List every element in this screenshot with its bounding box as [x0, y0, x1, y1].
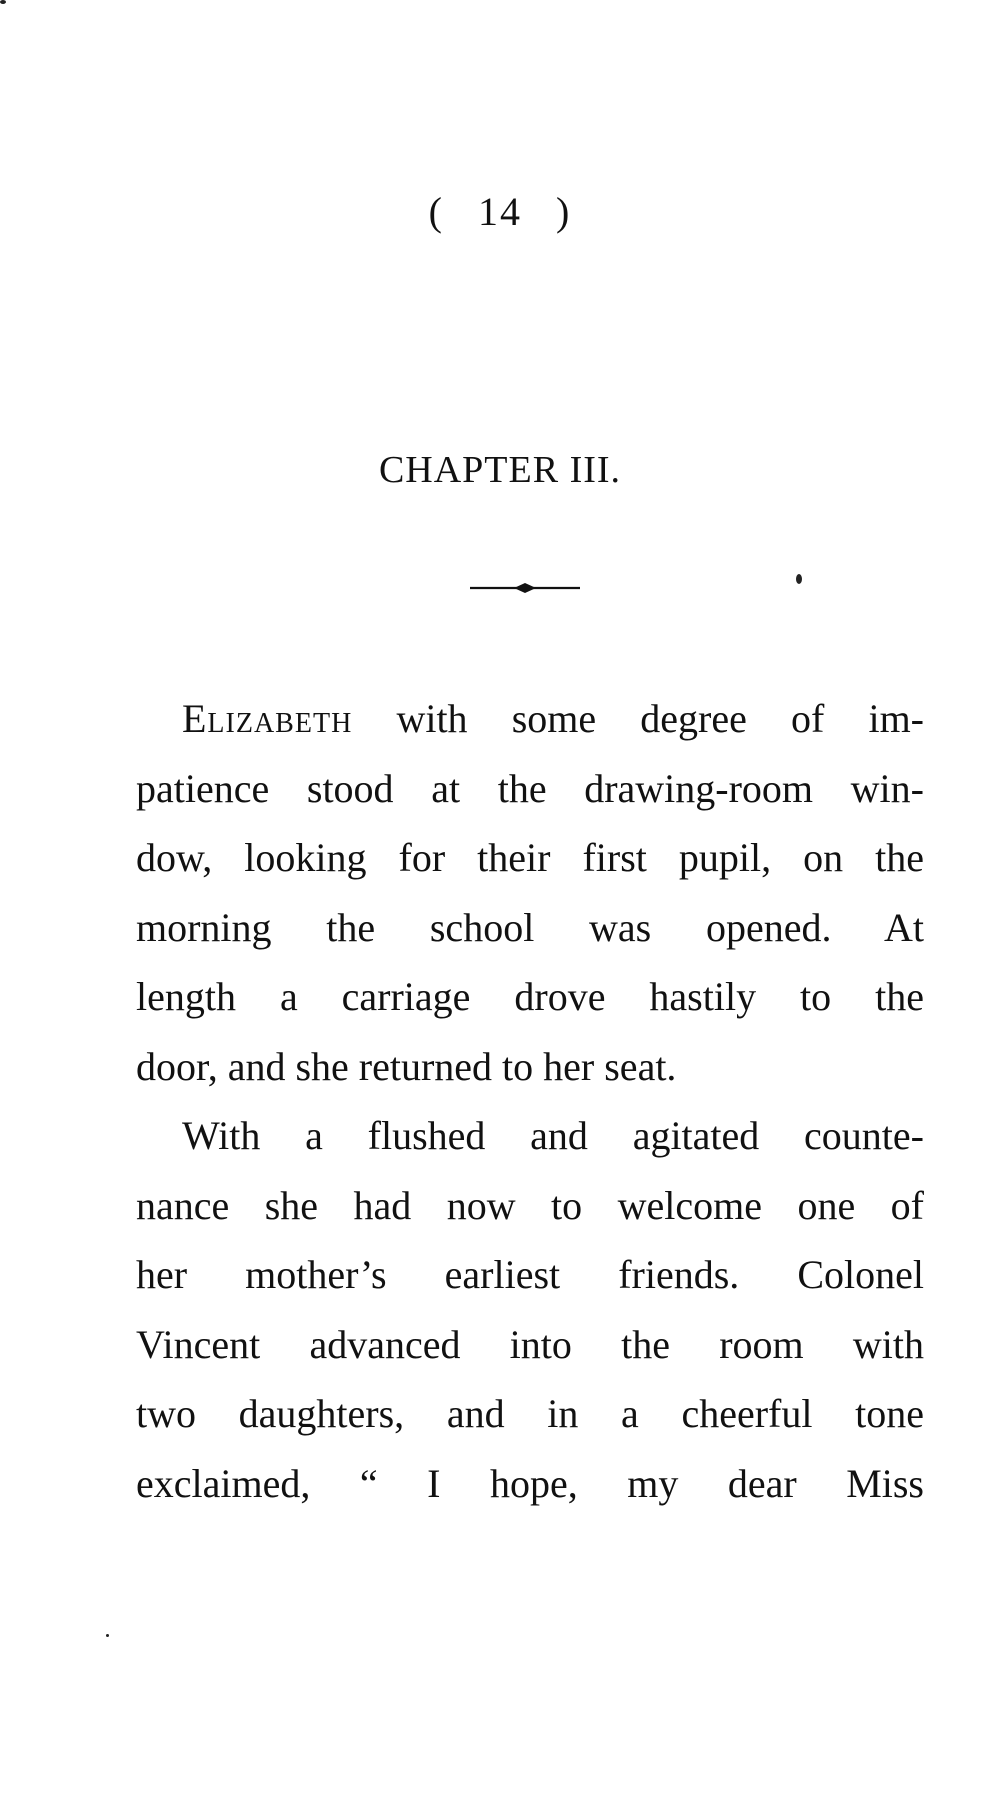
ornament-diamond	[514, 583, 536, 593]
print-speck	[0, 0, 6, 4]
text-line-content: with some degree of im-	[396, 696, 924, 741]
text-line: dow, looking for their first pupil, on the	[136, 835, 924, 880]
page-number-close-paren: )	[556, 189, 572, 234]
lead-word: Elizabeth	[182, 696, 353, 741]
text-line: nance she had now to welcome one of	[136, 1182, 924, 1228]
text-line: patience stood at the drawing-room win-	[136, 765, 924, 811]
text-line: length a carriage drove hastily to the	[136, 974, 924, 1019]
ornament-divider	[470, 578, 580, 598]
text-line: door, and she returned to her seat.	[136, 1043, 677, 1089]
paragraph-1	[136, 684, 924, 1101]
page-number-value: 14	[478, 189, 522, 234]
paragraph-2	[136, 1101, 924, 1518]
text-line: morning the school was opened. At	[136, 904, 924, 950]
text-line: With a flushed and agitated counte-	[182, 1113, 924, 1158]
body-text	[136, 684, 924, 1518]
page-number	[0, 188, 1000, 235]
text-line: exclaimed, “ I hope, my dear Miss	[136, 1460, 924, 1506]
page-number-open-paren: (	[428, 189, 444, 234]
print-speck	[106, 1634, 109, 1637]
print-speck	[796, 574, 802, 584]
text-line: her mother’s earliest friends. Colonel	[136, 1252, 924, 1297]
text-line: two daughters, and in a cheerful tone	[136, 1391, 924, 1436]
text-line	[136, 684, 924, 754]
text-line: Vincent advanced into the room with	[136, 1321, 924, 1367]
chapter-heading: CHAPTER III.	[378, 449, 622, 491]
